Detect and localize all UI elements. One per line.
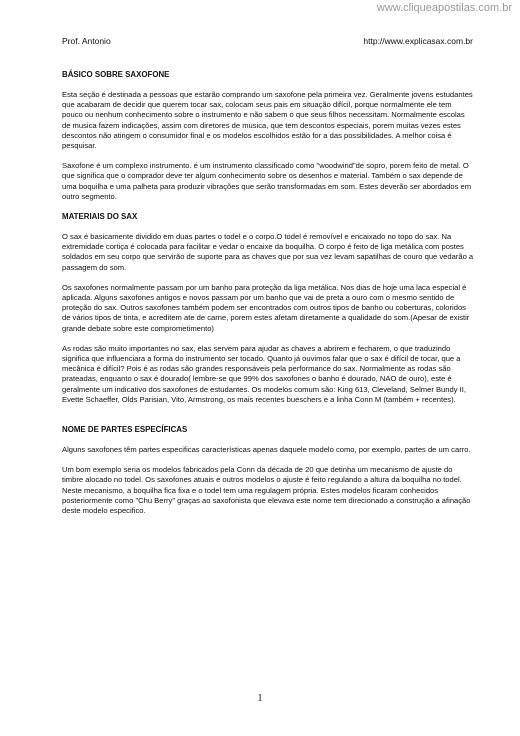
paragraph: Esta seção é destinada a pessoas que estarão comprando um saxofone pela primeira vez. Geralmente jovens estudantes que acabaram de decidir que querem tocar sax, colocam seus pais em situação difícil, porque normalmente ele tem pouco ou nenhum conhecimento sobre o instrumento e não sabem o que seus filhos necessitam. Normalmente escolas de musica fazem indicações, assim com diretores de musica, que tem descontos especiais, porem muitas vezes estes descontos não atingem o consumidor final e os modelos escolhidos estão for a das possibilidades. A melhor coisa é pesquisar. [62, 90, 473, 151]
paragraph: As rodas são muito importantes no sax, elas servem para ajudar as chaves a abrirem e fecharem, o que traduzindo significa que influenciara a forma do instrumento ser tocado. Quanto já ouvimos falar que o sax é difícil de tocar, que a mecânica é difícil? Pois é as rodas são grandes responsáveis pela performance do sax. Normalmente as rodas são prateadas, enquanto o sax é dourado( lembre-se que 99% dos saxofones o banho é dourado, NAO de ouro), este é geralmente um indicativo dos saxofones de estudantes. Os modelos comum são: King 613, Cleveland, Selmer Bundy II, Evette Schaeffer, Olds Parisian, Vito, Armstrong, os mais recentes bueschers e a linha Conn M (também + recentes). [62, 343, 466, 404]
page-number: 1 [257, 693, 263, 704]
author-label: Prof. Antonio [62, 36, 111, 46]
section-title-partes: NOME DE PARTES ESPECÍFICAS [62, 425, 188, 435]
paragraph: Um bom exemplo seria os modelos fabricados pela Conn da década de 20 que detinha um mecanismo de ajuste do timbre alocado no todel. Os saxofones atuais e outros modelos o ajuste é feito regulando a altura da boquilha no todel. Neste mecanismo, a boquilha fica fixa e o todel tem uma regulagem própria. Estes modelos ficaram conhecidos posteriormente como "Chu Berry" graças ao saxofonista que elevava este nome tem direcionado a construção a afinação deste modelo especifico. [62, 465, 471, 516]
spacer [62, 415, 474, 425]
document-body [62, 70, 474, 526]
section-title-basico: BÁSICO SOBRE SAXOFONE [62, 70, 170, 79]
website-url: http://www.explicasax.com.br [363, 36, 473, 46]
paragraph: Alguns saxofones têm partes especificas características apenas daquele modelo como, por exemplo, partes de um carro. [62, 445, 471, 455]
paragraph: Os saxofones normalmente passam por um banho para proteção da liga metálica. Nos dias de hoje uma laca especial é aplicada. Alguns saxofones antigos e novos passam por um banho que vai de preta a ouro com o mesmo sentido de proteção do sax. Outros saxofones também podem ser encontrados com outros tipos de banho ou coberturas, coloridos de vários tipos de tinta, e acreditem ate de carne, porem estes afetam diretamente a qualidade do som.(Apesar de existir grande debate sobre este comprometimento) [62, 282, 470, 333]
paragraph: Saxofone é um complexo instrumento. é um instrumento classificado como "woodwind"de sopro, porem feito de metal. O que significa que o comprador deve ter algum conhecimento sobre os desenhos e material. Também o sax depende de uma boquilha e uma palheta para produzir vibrações que serão transformadas em som. Estes deverão ser abordados em outro segmento. [62, 161, 472, 201]
watermark: www.cliqueapostilas.com.br [376, 2, 512, 14]
section-title-materiais: MATERIAIS DO SAX [62, 212, 138, 222]
paragraph: O sax é basicamente dividido em duas partes o todel e o corpo.O todel é removível e encaixado no topo do sax. Na extremidade cortiça é colocada para facilitar e vedar o encaixe da boquilha. O corpo é feito de liga metálica com postes soldados em seu corpo que servirão de suporte para as chaves que por sua vez levam sapatilhas de couro que vedarão a passagem do som. [62, 232, 474, 272]
